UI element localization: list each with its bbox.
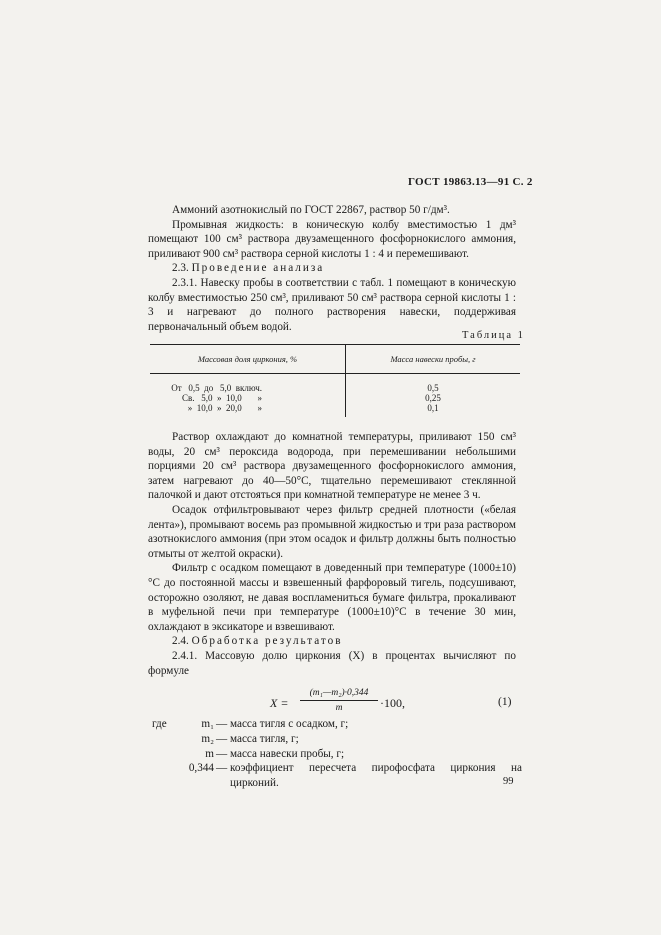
definition-lead: где [152, 718, 167, 730]
section-title: Обработка результатов [191, 635, 343, 648]
definition-dash: — [216, 732, 228, 745]
formula-rhs: ·100, [380, 696, 405, 710]
table-row [150, 403, 520, 414]
body-text-top [148, 203, 516, 334]
definition-text: масса тигля с осадком, г; [230, 718, 349, 730]
table-caption: Таблица 1 [462, 330, 525, 341]
table-cell-range: Св. 5,0 » 10,0 » [181, 393, 262, 403]
table-cell-mass: 0,25 [425, 393, 441, 403]
formula-number: (1) [498, 696, 512, 708]
definition-text: масса навески пробы, г; [230, 747, 345, 760]
formula-lhs: X = [270, 696, 289, 710]
table-header-zirconium: Массовая доля циркония, % [197, 354, 298, 364]
body-text-bottom [148, 430, 516, 678]
page-number: 99 [503, 776, 514, 787]
paragraph-cooling: Раствор охлаждают до комнатной температуры, приливают 150 см³ воды, 20 см³ пероксида водорода, при перемешивании небольшими порциями 20 см³ раствора двузамещенного фосфорнокислого аммония, затем нагревают до 40—50°С, тщательно перемешивают стеклянной палочкой и дают отстояться при комнатной температуре не менее 3 ч. [148, 431, 516, 502]
table-cell-range: » 10,0 » 20,0 » [187, 403, 262, 413]
mass-table [150, 344, 520, 417]
document-header: ГОСТ 19863.13—91 С. 2 [408, 176, 533, 188]
section-number: 2.3. [172, 262, 189, 275]
section-title: Проведение анализа [191, 262, 325, 275]
definition-symbol: m [205, 747, 214, 760]
formula-fraction [300, 688, 378, 713]
paragraph-ignition: Фильтр с осадком помещают в доведенный при температуре (1000±10)°С до постоянной массы и взвешенный фарфоровый тигель, подсушивают, осторожно озоляют, не давая воспламениться бумаге фильтра, прокаливают в муфельной печи при температуре (1000±10)°С в течение 30 мин, охлаждают в эксикаторе и взвешивают. [148, 562, 516, 633]
table-divider [150, 373, 520, 374]
paragraph-reagent: Аммоний азотнокислый по ГОСТ 22867, раствор 50 г/дм³. [172, 204, 450, 216]
definition-text: масса тигля, г; [230, 732, 299, 745]
definition-dash: — [216, 718, 228, 730]
paragraph-2-3-1: 2.3.1. Навеску пробы в соответствии с табл. 1 помещают в коническую колбу вместимостью 250 см³, приливают 50 см³ раствора серной кислоты 1 : 3 и нагревают до полного растворения навески, поддерживая первоначальный объем водой. [148, 276, 516, 333]
table-cell-range: От 0,5 до 5,0 включ. [171, 383, 262, 393]
formula-denominator: m [335, 703, 343, 713]
section-number: 2.4. [172, 635, 189, 648]
table-cell-mass: 0,1 [427, 403, 439, 413]
definition-dash: — [216, 747, 228, 760]
definition-symbol: 0,344 [188, 762, 214, 775]
paragraph-filtering: Осадок отфильтровывают через фильтр средней плотности («белая лента»), промывают восемь раз промывной жидкостью и три раза раствором азотнокислого аммония (при этом осадок и фильтр должны быть полностью отмыты от желтой окраски). [148, 503, 516, 560]
definition-text: коэффициент пересчета пирофосфата циркония на цирконий. [230, 762, 522, 790]
paragraph-2-4-1: 2.4.1. Массовую долю циркония (X) в процентах вычисляют по формуле [148, 649, 516, 677]
definition-symbol: m₂ [201, 732, 214, 745]
definition-dash: — [216, 762, 228, 775]
formula-numerator: (m₁—m₂)·0,344 [300, 688, 378, 701]
definition-symbol: m₁ [201, 718, 214, 730]
paragraph-wash-liquid: Промывная жидкость: в коническую колбу вместимостью 1 дм³ помещают 100 см³ раствора двузамещенного фосфорнокислого аммония, приливают 900 см³ раствора серной кислоты 1 : 4 и перемешивают. [148, 218, 516, 260]
table-header-mass: Масса навески пробы, г [390, 354, 476, 364]
section-heading-2-3 [148, 261, 516, 276]
section-heading-2-4 [148, 634, 516, 649]
table-cell-mass: 0,5 [427, 383, 439, 393]
